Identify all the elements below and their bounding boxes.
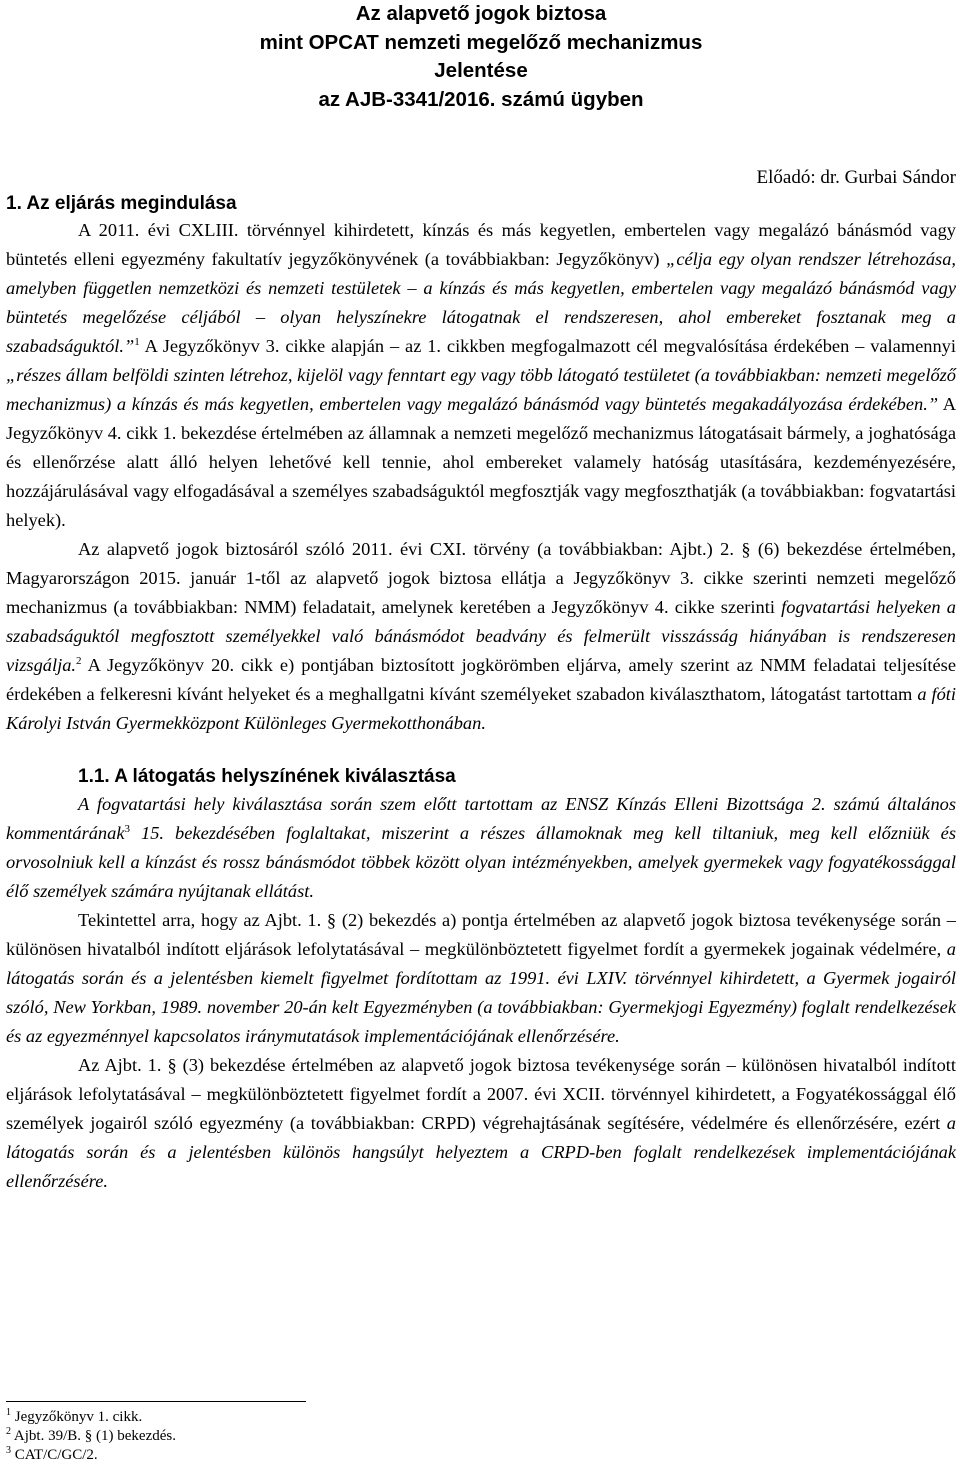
- emphasis-run: A fogvatartási hely kiválasztása során szem előtt tartottam az ENSZ Kínzás Elleni Bizottsága 2. számú általános kommentárának: [6, 794, 956, 843]
- footnote-3: [6, 1446, 176, 1465]
- footnote-1: [6, 1408, 176, 1427]
- footnote-number: 3: [6, 1445, 11, 1456]
- footnote-2: [6, 1427, 176, 1446]
- visited-institution: a fóti Károlyi István Gyermekközpont Különleges Gyermekotthonában.: [6, 684, 956, 733]
- footnote-number: 2: [6, 1426, 11, 1437]
- title-line-2: mint OPCAT nemzeti megelőző mechanizmus: [259, 30, 703, 54]
- title-line-1: Az alapvető jogok biztosa: [355, 2, 607, 25]
- text-run: A 2011. évi CXLIII. törvénnyel kihirdetett, kínzás és más kegyetlen, embertelen vagy megalázó bánásmód vagy büntetés elleni egyezmény fakultatív jegyzőkönyvének (a továbbiakban: Jegyzőkönyv): [6, 220, 956, 269]
- emphasis-run: a látogatás során és a jelentésben különös hangsúlyt helyeztem a CRPD-ben foglalt rendelkezések implementációjának ellenőrzésére.: [6, 1113, 956, 1191]
- footnotes: [6, 1408, 176, 1465]
- text-run: A Jegyzőkönyv 20. cikk e) pontjában biztosított jogkörömben eljárva, amely szerint az NMM feladatai teljesítése érdekében a felkeresni kívánt helyeket és a meghallgatni kívánt személyeket szabadon kiválaszthatom, látogatást tartottam: [6, 655, 956, 704]
- emphasis-run: a látogatás során és a jelentésben kiemelt figyelmet fordítottam az 1991. évi LXIV. törvénnyel kihirdetett, a Gyermek jogairól szóló, New Yorkban, 1989. november 20-án kelt Egyezményben (a továbbiakban: Gyermekjogi Egyezmény) foglalt rendelkezések és az egyezménnyel kapcsolatos iránymutatások implementációjának ellenőrzésére.: [6, 939, 956, 1046]
- emphasis-run: fogvatartási helyeken a szabadságuktól megfosztott személyekkel való bánásmódot beadvány és felmerült visszásság hiányában is rendszeresen vizsgálja.: [6, 597, 956, 675]
- quote-protocol-article-3: „részes állam belföldi szinten létrehoz, kijelöl vagy fenntart egy vagy több látogató testületet (a továbbiakban: nemzeti megelőző mechanizmus) a kínzás és más kegyetlen, embertelen vagy megalázó bánásmód vagy büntetés megakadályozása érdekében.”: [6, 365, 956, 414]
- paragraph-2: [6, 535, 956, 738]
- footnote-text: Jegyzőkönyv 1. cikk.: [11, 1409, 143, 1425]
- section-1-heading: 1. Az eljárás megindulása: [6, 193, 237, 214]
- text-run: A Jegyzőkönyv 3. cikke alapján – az 1. cikkben megfogalmazott cél megvalósítása érdekében – valamennyi: [139, 336, 956, 356]
- paragraph-3: [6, 790, 956, 906]
- title-line-4: az AJB-3341/2016. számú ügyben: [318, 87, 644, 111]
- section-1-1-body: [6, 790, 956, 1196]
- footnote-number: 1: [6, 1407, 11, 1418]
- text-run: Tekintettel arra, hogy az Ajbt. 1. § (2) bekezdés a) pontja értelmében az alapvető jogok biztosa tevékenysége során – különösen hivatalból indított eljárások lefolytatásával – megkülönböztetett figyelmet fordít a gyermekek jogainak védelmére,: [6, 910, 956, 959]
- section-1-1-heading: 1.1. A látogatás helyszínének kiválasztása: [78, 766, 456, 787]
- paragraph-5: [6, 1051, 956, 1196]
- document-title: [6, 0, 956, 114]
- paragraph-4: [6, 906, 956, 1051]
- section-1-body: [6, 216, 956, 738]
- footnote-ref-2[interactable]: 2: [76, 654, 82, 667]
- title-line-3: Jelentése: [434, 59, 528, 82]
- text-run: Az Ajbt. 1. § (3) bekezdése értelmében az alapvető jogok biztosa tevékenysége során – különösen hivatalból indított eljárások lefolytatásával – megkülönböztetett figyelmet fordít a 2007. évi XCII. törvénnyel kihirdetett, a Fogyatékossággal élő személyek jogairól szóló egyezmény (a továbbiakban: CRPD) végrehajtásának segítésére, védelmére és ellenőrzésére, ezért: [6, 1055, 956, 1133]
- paragraph-1: [6, 216, 956, 535]
- text-run: Az alapvető jogok biztosáról szóló 2011. évi CXI. törvény (a továbbiakban: Ajbt.) 2. § (6) bekezdése értelmében, Magyarországon 2015. január 1-től az alapvető jogok biztosa ellátja a Jegyzőkönyv 3. cikke szerinti nemzeti megelőző mechanizmus (a továbbiakban: NMM) feladatait, amelynek keretében a Jegyzőkönyv 4. cikke szerinti: [6, 539, 956, 617]
- footnote-ref-3[interactable]: 3: [124, 822, 130, 835]
- footnote-separator: [6, 1401, 306, 1402]
- footnote-text: Ajbt. 39/B. § (1) bekezdés.: [11, 1428, 176, 1444]
- footnote-text: CAT/C/GC/2.: [11, 1447, 98, 1463]
- quote-protocol-aim: „célja egy olyan rendszer létrehozása, amelyben független nemzetközi és nemzeti testületek – a kínzás és más kegyetlen, embertelen vagy megalázó bánásmód vagy büntetés megelőzése céljából – olyan helyszínekre látogatnak el rendszeresen, ahol embereket fosztanak meg a szabadságuktól.”: [6, 249, 957, 356]
- footnote-ref-1[interactable]: 1: [134, 335, 140, 348]
- presenter-line: Előadó: dr. Gurbai Sándor: [756, 167, 956, 188]
- emphasis-run: 15. bekezdésében foglaltakat, miszerint a részes államoknak meg kell tiltaniuk, meg kell előzniük és orvosolniuk kell a kínzást és rossz bánásmódot többek között olyan intézményekben, amelyek gyermekek vagy fogyatékossággal élő személyek számára nyújtanak ellátást.: [6, 823, 956, 901]
- text-run: A Jegyzőkönyv 4. cikk 1. bekezdése értelmében az államnak a nemzeti megelőző mechanizmus látogatásait bármely, a joghatósága és ellenőrzése alatt álló helyen lehetővé kell tennie, ahol embereket valamely hatóság utasítására, kezdeményezésére, hozzájárulásával vagy elfogadásával a személyes szabadságuktól megfosztják vagy megfoszthatják (a továbbiakban: fogvatartási helyek).: [6, 394, 956, 530]
- document-page: [6, 0, 956, 1196]
